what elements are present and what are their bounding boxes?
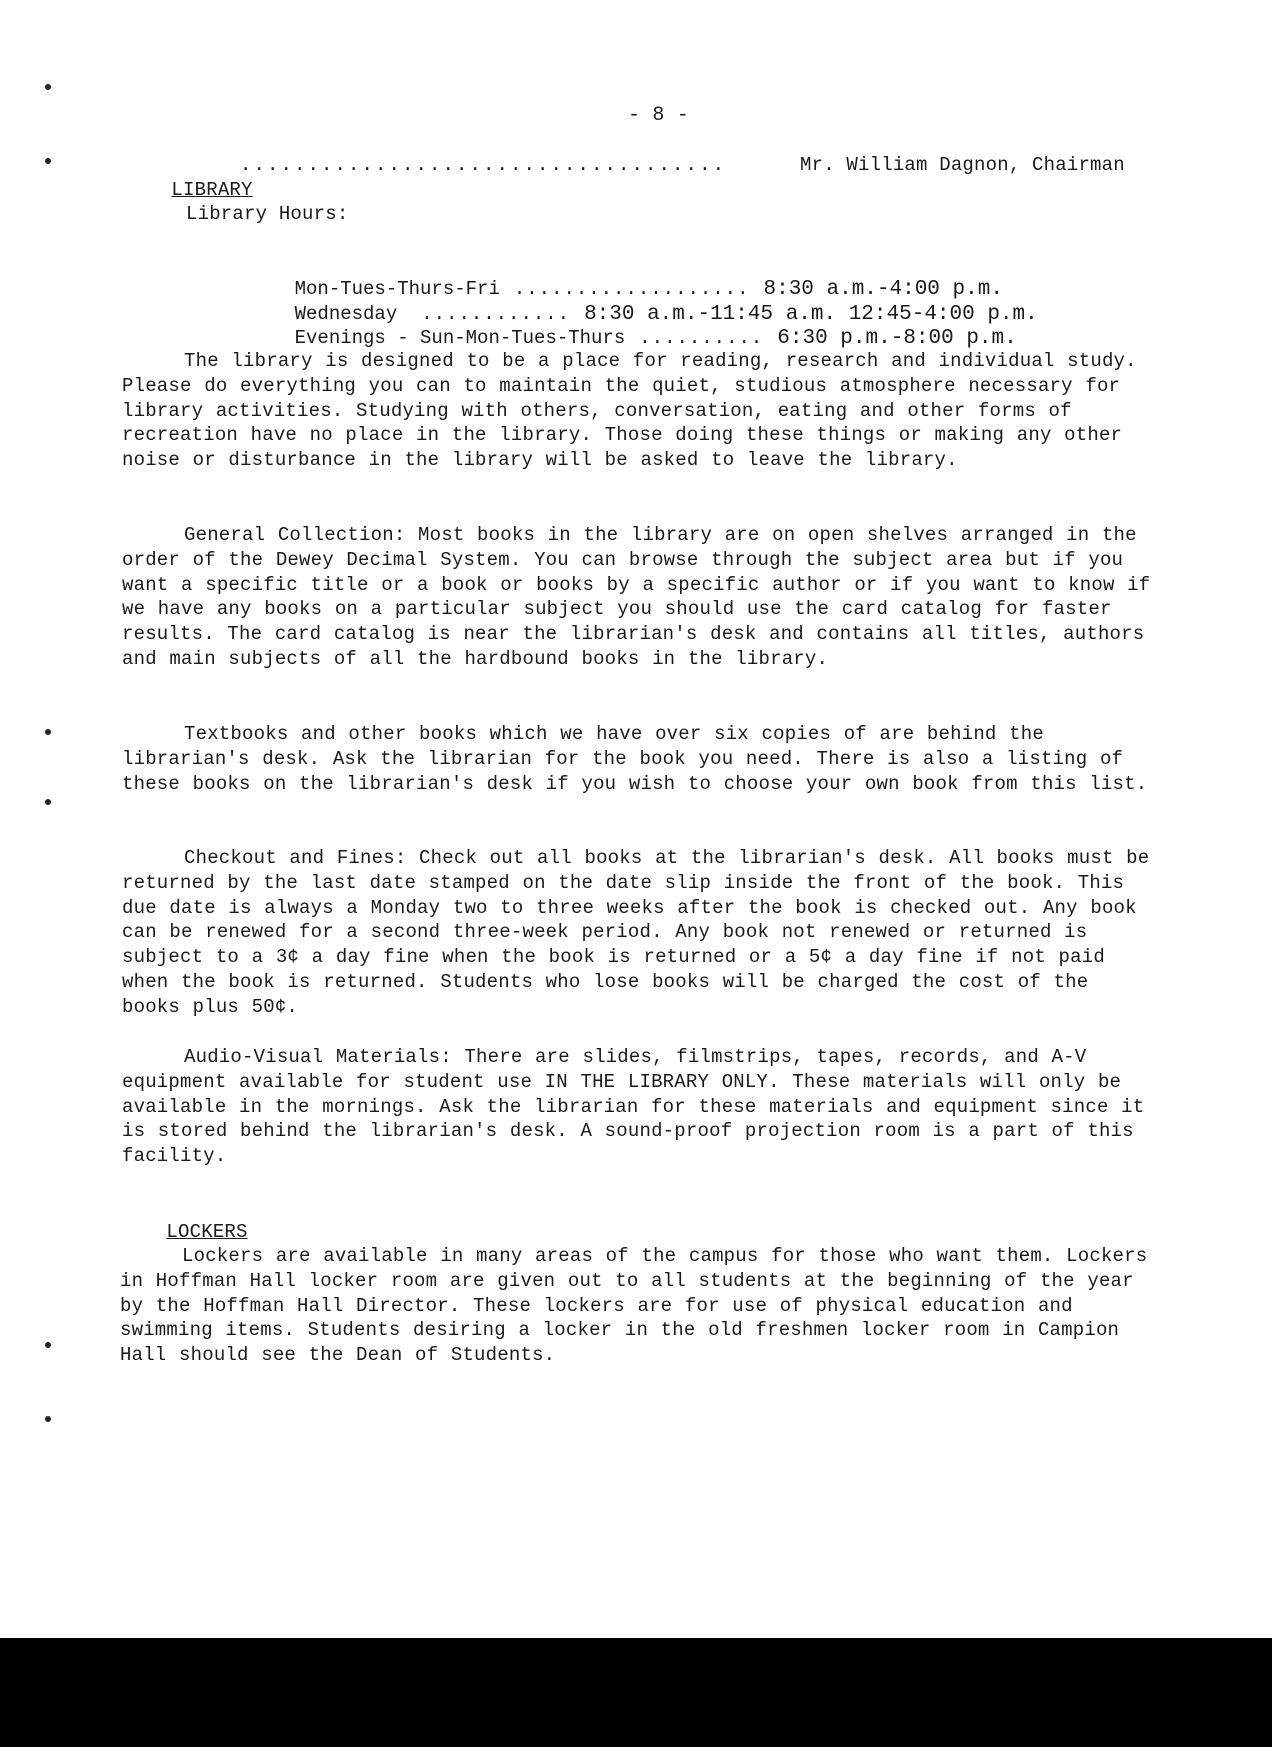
checkout-fines-paragraph: Checkout and Fines: Check out all books at the librarian's desk. All books must be returned by the last date stamped on the date slip inside the front of the book. This due date is always a Monday two to three weeks after the book is checked out. Any book can be renewed for a second three-week period. Any book not renewed or returned is subject to a 3¢ a day fine when the book is returned or a 5¢ a day fine if not paid when the book is returned. Students who lose books will be charged the cost of the books plus 50¢. [122,847,1150,1018]
hours-days: Mon-Tues-Thurs-Fri [294,278,500,300]
page-number: - 8 - [628,104,690,127]
scan-bottom-band [0,1638,1272,1747]
library-heading: LIBRARY [171,179,253,201]
audio-visual-paragraph: Audio-Visual Materials: There are slides, filmstrips, tapes, records, and A-V equipment available for student use IN THE LIBRARY ONLY. These materials will only be available in the mornings. Ask the librarian for these materials and equipment since it is stored behind the librarian's desk. A sound-proof projection room is a part of this facility. [122,1046,1145,1168]
hours-days: Evenings - Sun-Mon-Tues-Thurs [294,327,626,349]
margin-mark [45,158,51,164]
library-chairman: Mr. William Dagnon, Chairman [800,154,1125,176]
library-leader-dots: .................................... [240,154,727,176]
lockers-heading: LOCKERS [166,1221,248,1243]
margin-mark [45,84,51,90]
lockers-paragraph: Lockers are available in many areas of the campus for those who want them. Lockers in Hoffman Hall locker room are given out to all students at the beginning of the year by the Hoffman Hall Director. These lockers are for use of physical education and swimming items. Students desiring a locker in the old freshmen locker room in Campion Hall should see the Dean of Students. [120,1245,1148,1367]
hours-label: Library Hours: [186,203,349,225]
hours-time: 6:30 p.m.-8:00 p.m. [777,327,1017,350]
margin-mark [45,1416,51,1422]
general-collection-paragraph: General Collection: Most books in the library are on open shelves arranged in the order of the Dewey Decimal System. You can browse through the subject area but if you want a specific title or a book or books by a specific author or if you want to know if we have any books on a particular subject you should use the card catalog for faster results. The card catalog is near the librarian's desk and contains all titles, authors and main subjects of all the hardbound books in the library. [122,524,1151,670]
hours-time: 8:30 a.m.-11:45 a.m. 12:45-4:00 p.m. [584,303,1038,326]
margin-mark [45,1342,51,1348]
library-intro-paragraph: The library is designed to be a place for reading, research and individual study. Please do everything you can to maintain the quiet, studious atmosphere necessary for library activities. Studying with others, conversation, eating and other forms of recreation have no place in the library. Those doing these things or making any other noise or disturbance in the library will be asked to leave the library. [122,350,1137,472]
hours-days: Wednesday [294,303,398,325]
hours-dots: .......... [639,327,764,349]
hours-dots: ................... [513,278,750,300]
hours-time: 8:30 a.m.-4:00 p.m. [763,278,1003,301]
margin-mark [45,799,51,805]
textbooks-paragraph: Textbooks and other books which we have over six copies of are behind the librarian's desk. Ask the librarian for the book you need. There is also a listing of these books on the librarian's desk if you wish to choose your own book from this list. [122,723,1148,795]
hours-dots: ............ [421,303,571,325]
margin-mark [45,729,51,735]
